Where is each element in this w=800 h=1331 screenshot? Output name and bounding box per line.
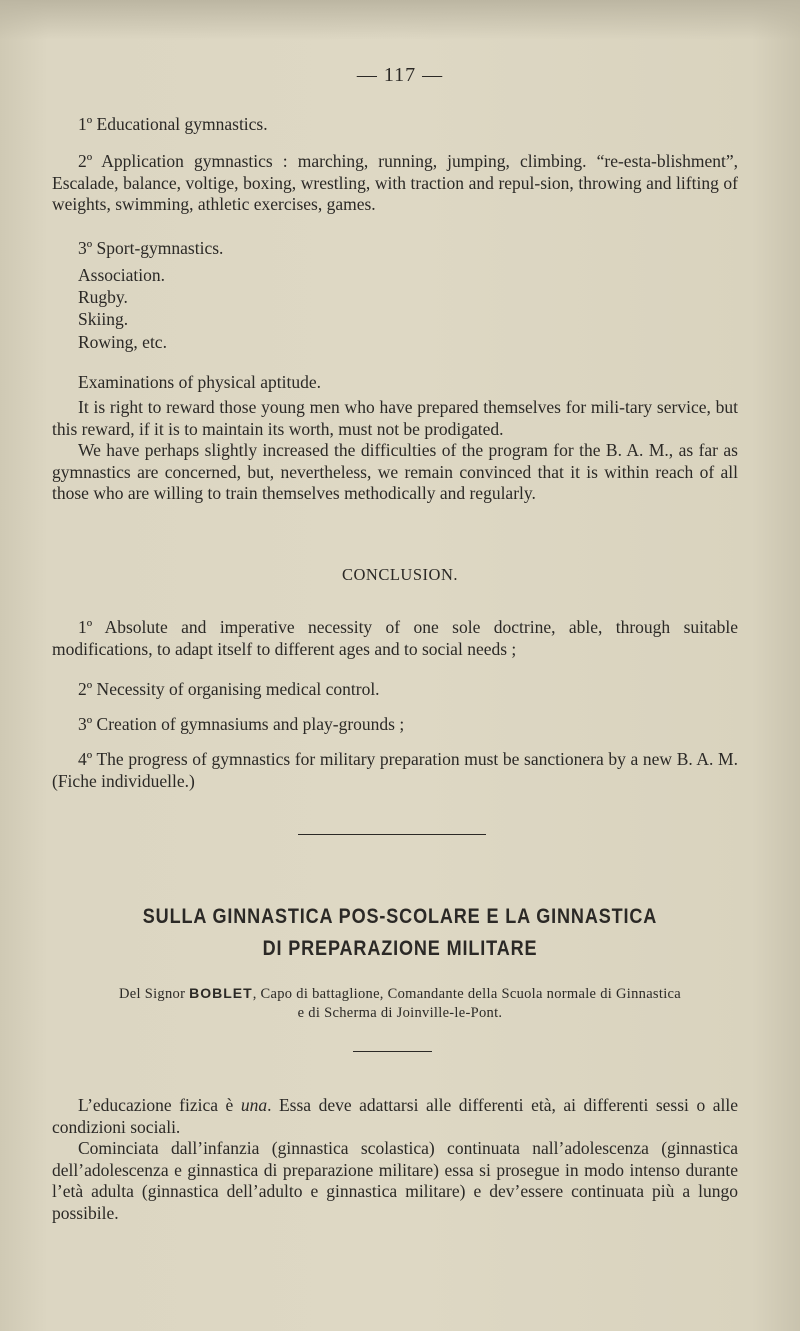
author-prefix: Del Signor xyxy=(118,986,186,1002)
conclusion-item-2: 2º Necessity of organising medical control. xyxy=(78,679,380,699)
conclusion-item-4: 4º The progress of gymnastics for military preparation must be sanctionera by a new B. A. M. (Fiche individuelle.) xyxy=(52,749,738,791)
paragraph-reward: It is right to reward those young men who have prepared themselves for mili-tary service, but this reward, if it is to maintain its worth, must not be prodigated. xyxy=(52,397,738,439)
paragraph-education xyxy=(52,1095,738,1138)
author-name: BOBLET xyxy=(189,985,253,1001)
author-role: , Capo di battaglione, Comandante della Scuola normale di Ginnastica xyxy=(252,986,682,1002)
exam-heading: Examinations of physical aptitude. xyxy=(78,372,322,392)
sport-item: Rowing, etc. xyxy=(78,332,167,352)
title-divider xyxy=(353,1051,432,1052)
conclusion-item-1-block xyxy=(52,617,738,660)
sport-item: Rugby. xyxy=(78,287,128,307)
section-divider xyxy=(298,834,486,835)
emphasis: una xyxy=(240,1095,268,1115)
paragraph-childhood: Cominciata dall’infanzia (ginnastica scolastica) continuata nall’adolescenza (ginnastica dell’adolescenza e ginnastica di preparazione militare) essa si prosegue in modo intenso durante l’età adulta (ginnastica dell’adulto e ginnastica militare) e dev’essere continuata più a lungo possibile. xyxy=(52,1138,738,1223)
author-line-2: e di Scherma di Joinville-le-Pont. xyxy=(297,1005,503,1021)
sport-item: Association. xyxy=(78,265,166,285)
list-item-sport: 3º Sport-gymnastics. xyxy=(78,238,224,258)
article-title-line-1: SULLA GINNASTICA POS-SCOLARE E LA GINNASTICA xyxy=(142,905,658,928)
conclusion-item-3: 3º Creation of gymnasiums and play-grounds ; xyxy=(78,714,405,734)
application-paragraph xyxy=(52,151,738,216)
conclusion-heading: CONCLUSION. xyxy=(342,565,458,584)
conclusion-item-4-block xyxy=(52,749,738,792)
conclusion-item-1: 1º Absolute and imperative necessity of one sole doctrine, able, through suitable modifications, to adapt itself to different ages and to social needs ; xyxy=(52,617,738,659)
list-item-application: 2º Application gymnastics : marching, running, jumping, climbing. “re-esta-blishment”, Escalade, balance, voltige, boxing, wrestling, with traction and repul-sion, throwing and lifting of weights, swimming, athletic exercises, games. xyxy=(52,151,738,214)
article-body xyxy=(52,1095,738,1224)
sport-item: Skiing. xyxy=(78,309,129,329)
paragraph-program: We have perhaps slightly increased the difficulties of the program for the B. A. M., as far as gymnastics are concerned, but, nevertheless, we remain convinced that it is within reach of all those who are willing to train themselves methodically and regularly. xyxy=(52,440,738,503)
article-title-line-2: DI PREPARAZIONE MILITARE xyxy=(262,937,538,960)
list-item-educational: 1º Educational gymnastics. xyxy=(78,114,268,134)
author-line-1 xyxy=(0,983,800,1004)
scan-shadow xyxy=(0,0,800,40)
text-fragment: L’educazione fizica è xyxy=(78,1095,241,1115)
body-text xyxy=(52,397,738,505)
page-number: — 117 — xyxy=(356,64,444,86)
text-fragment: . Essa deve adattarsi alle differenti età, ai differenti sessi o alle condizioni sociali. xyxy=(52,1095,738,1137)
